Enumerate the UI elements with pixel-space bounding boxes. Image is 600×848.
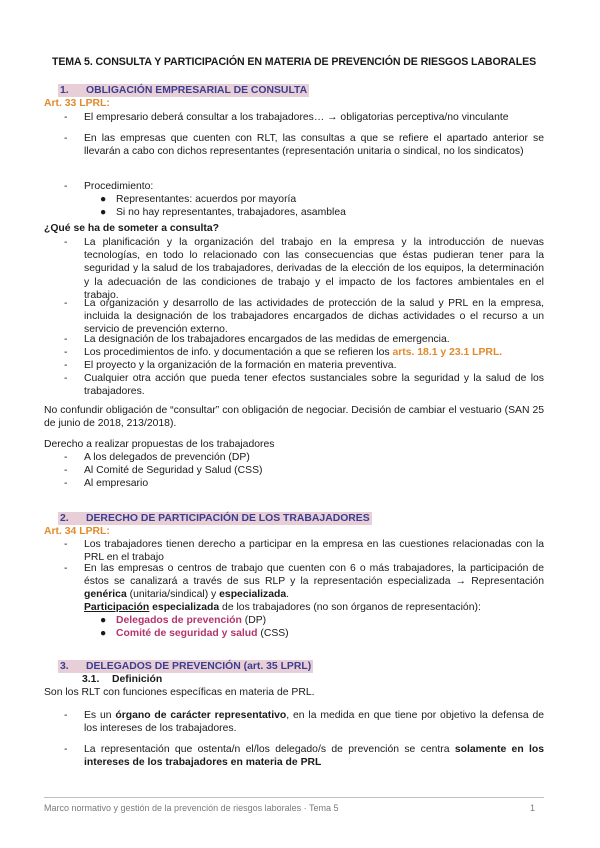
list-item	[84, 743, 544, 769]
footer-divider	[44, 797, 544, 798]
item-text: , en la medida en que tiene por objetivo la defensa de los intereses de los trabajadores.	[84, 710, 544, 735]
dash-marker: -	[64, 347, 68, 358]
emphasis-text: órgano de carácter representativo	[115, 710, 287, 721]
dash-marker: -	[64, 452, 68, 463]
section-3-heading	[58, 660, 313, 673]
list-item	[84, 346, 544, 359]
item-text: En las empresas o centros de trabajo que cuenten con 6 o más trabajadores, la participación de éstos se canalizará a través de sus RLP y la representación especializada → Representación	[84, 563, 544, 588]
paragraph: Derecho a realizar propuestas de los trabajadores	[44, 439, 275, 450]
section-2-heading	[58, 512, 372, 525]
item-text: de los trabajadores (no son órganos de representación):	[219, 602, 481, 613]
highlight-text: Delegados de prevención	[116, 615, 242, 626]
list-item: En las empresas que cuenten con RLT, las consultas a que se refiere el apartado anterior se llevarán a cabo con dichos representantes (representación unitaria o sindical, no los sindicatos)	[84, 133, 544, 158]
dash-marker: -	[64, 373, 68, 384]
document-title: TEMA 5. CONSULTA Y PARTICIPACIÓN EN MATERIA DE PREVENCIÓN DE RIESGOS LABORALES	[51, 56, 537, 68]
dash-marker: -	[64, 237, 68, 248]
list-item: El empresario deberá consultar a los trabajadores… → obligatorias perceptiva/no vinculante	[84, 112, 509, 123]
article-reference: Art. 34 LPRL:	[44, 526, 110, 537]
section-number: 3.	[60, 661, 69, 672]
list-item	[84, 562, 544, 602]
section-title: DERECHO DE PARTICIPACIÓN DE LOS TRABAJADORES	[86, 513, 370, 524]
participation-line	[84, 601, 544, 614]
dash-marker: -	[64, 133, 68, 144]
item-text: Los procedimientos de info. y documentación a que se refieren los	[84, 347, 393, 358]
subsection-number: 3.1.	[82, 674, 100, 685]
paragraph: No confundir obligación de “consultar” con obligación de negociar. Decisión de cambiar el vestuario (SAN 25 de junio de 2018, 213/2018).	[44, 405, 544, 430]
list-item: Los trabajadores tienen derecho a participar en la empresa en las cuestiones relacionadas con la PRL en el trabajo	[84, 539, 544, 564]
section-title: OBLIGACIÓN EMPRESARIAL DE CONSULTA	[86, 85, 308, 96]
section-number: 1.	[60, 85, 69, 96]
bullet-marker: ●	[100, 615, 107, 626]
subsection-title: Definición	[112, 674, 163, 685]
bullet-marker: ●	[100, 194, 107, 205]
emphasis-text: genérica	[84, 589, 127, 601]
dash-marker: -	[64, 478, 68, 489]
list-item: La designación de los trabajadores encargados de las medidas de emergencia.	[84, 334, 450, 345]
dash-marker: -	[64, 465, 68, 476]
bullet-item: Si no hay representantes, trabajadores, asamblea	[116, 207, 346, 218]
emphasis-text: especializada	[219, 589, 287, 601]
section-title: DELEGADOS DE PREVENCIÓN (art. 35 LPRL)	[86, 661, 312, 672]
page-footer: Marco normativo y gestión de la prevención de riesgos laborales · Tema 5	[44, 803, 339, 813]
list-item: A los delegados de prevención (DP)	[84, 452, 250, 463]
item-text: (DP)	[241, 615, 267, 626]
list-item	[84, 709, 544, 735]
item-text: Es un	[84, 710, 116, 721]
article-link-text: arts. 18.1 y 23.1 LPRL.	[392, 347, 503, 358]
dash-marker: -	[64, 744, 68, 755]
highlight-text: Comité de seguridad y salud	[116, 628, 258, 639]
item-text: (CSS)	[257, 628, 289, 639]
question-heading: ¿Qué se ha de someter a consulta?	[44, 223, 219, 234]
list-item: Al empresario	[84, 478, 149, 489]
subsection-heading	[82, 673, 162, 686]
emphasis-text: Participación	[84, 602, 150, 613]
section-number: 2.	[60, 513, 69, 524]
list-item: Procedimiento:	[84, 181, 154, 192]
page-number: 1	[530, 803, 536, 813]
list-item: La planificación y la organización del trabajo en la empresa y la introducción de nuevas tecnologías, en todo lo relacionado con las consecuencias que éstas pudieran tener para la seguridad y la salud de los trabajadores, derivadas de la elección de los equipos, la determinación y la adecuación de las condiciones de trabajo y el impacto de los factores ambientales en el trabajo.	[84, 237, 544, 301]
dash-marker: -	[64, 334, 68, 345]
paragraph: Son los RLT con funciones específicas en materia de PRL.	[44, 687, 315, 698]
dash-marker: -	[64, 298, 68, 309]
bullet-item	[116, 627, 536, 640]
bullet-marker: ●	[100, 207, 107, 218]
dash-marker: -	[64, 181, 68, 192]
dash-marker: -	[64, 539, 68, 550]
dash-marker: -	[64, 360, 68, 371]
list-item: Cualquier otra acción que pueda tener efectos sustanciales sobre la seguridad y la salud de los trabajadores.	[84, 373, 544, 398]
bullet-item: Representantes: acuerdos por mayoría	[116, 194, 297, 205]
article-reference: Art. 33 LPRL:	[44, 98, 110, 109]
list-item: La organización y desarrollo de las actividades de protección de la salud y PRL en la empresa, incluida la designación de los trabajadores encargados de dichas actividades o el recurso a un servicio de prevención externo.	[84, 298, 544, 336]
dash-marker: -	[64, 710, 68, 721]
emphasis-text: solamente en los intereses de los trabajadores en materia de PRL	[84, 744, 545, 769]
item-text: La representación que ostenta/n el/los delegado/s de prevención se centra	[84, 744, 455, 755]
dash-marker: -	[64, 112, 68, 123]
emphasis-text: especializada	[152, 602, 220, 613]
item-text: .	[286, 589, 290, 601]
list-item: El proyecto y la organización de la formación en materia preventiva.	[84, 360, 397, 371]
dash-marker: -	[64, 563, 68, 574]
item-text: (unitaria/sindical) y	[126, 589, 220, 601]
section-1-heading	[58, 84, 309, 97]
list-item: Al Comité de Seguridad y Salud (CSS)	[84, 465, 263, 476]
bullet-item	[116, 614, 536, 627]
bullet-marker: ●	[100, 628, 107, 639]
